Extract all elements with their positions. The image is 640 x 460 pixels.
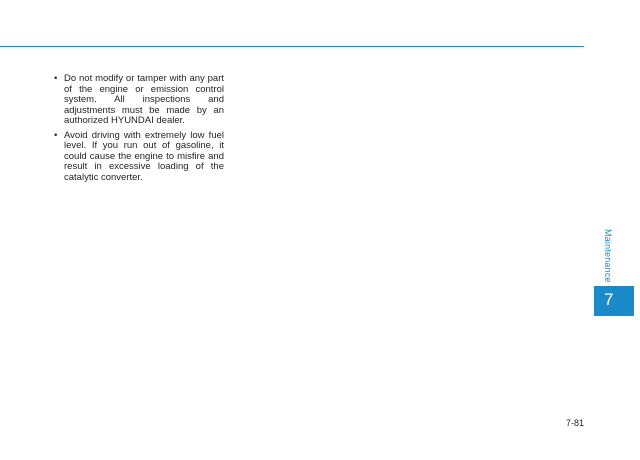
- chapter-number: 7: [604, 290, 614, 309]
- bullet-list: [52, 74, 224, 187]
- bullet-text: Do not modify or tamper with any part of the engine or emission control system. All inspections and adjustments must be made by an authorized HYUNDAI dealer.: [64, 73, 224, 126]
- page-number: 7-81: [565, 418, 584, 428]
- bullet-item: [52, 74, 224, 127]
- bullet-item: [52, 131, 224, 184]
- bullet-text: Avoid driving with extremely low fuel level. If you run out of gasoline, it could cause the engine to misfire and result in excessive loading of the catalytic converter.: [64, 129, 224, 183]
- header-rule: [0, 46, 584, 47]
- chapter-title: Maintenance: [603, 229, 613, 283]
- chapter-tab: [594, 286, 634, 316]
- bullet-marker: •: [54, 73, 58, 84]
- bullet-marker: •: [54, 129, 58, 141]
